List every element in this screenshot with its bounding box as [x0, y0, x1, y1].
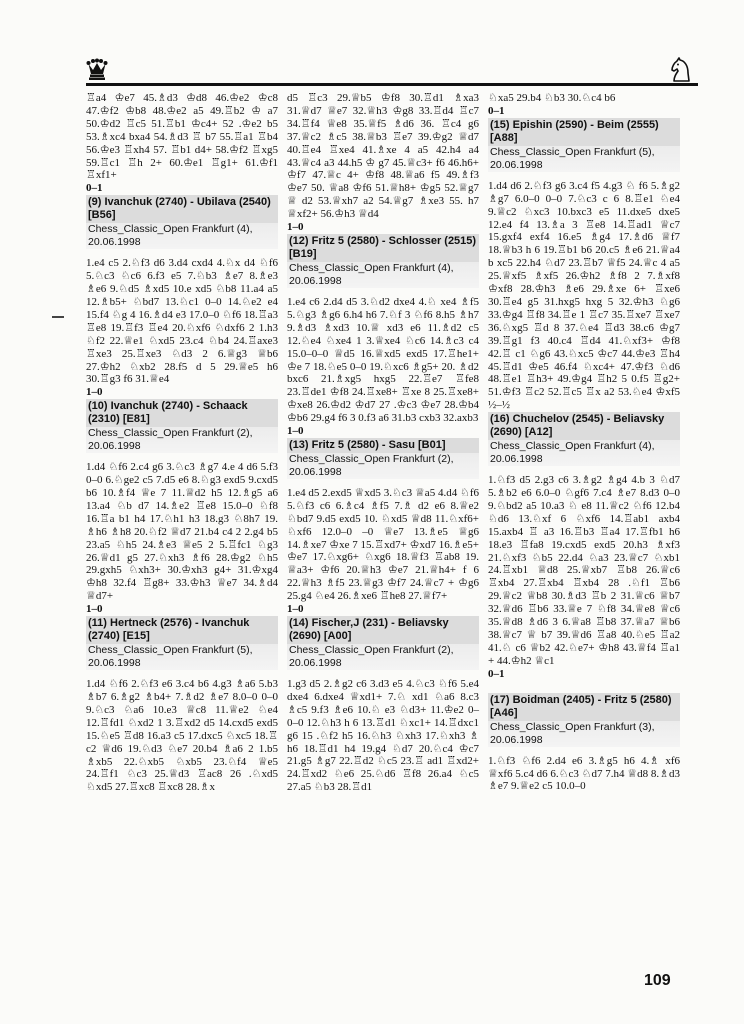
chess-queen-icon [86, 58, 108, 80]
game-moves: 1.g3 d5 2.♗g2 c6 3.d3 e5 4.♘c3 ♘f6 5.e4 dxe4 6.dxe4 ♕xd1+ 7.♘ xd1 ♘a6 8.c3 ♗c5 9.f3 ♗e6 10.♘ e3 ♘d3+ 11.♔e2 0–0–0 12.♘h3 h 6 13.♖d1 ♘xc1+ 14.♖dxc1 g6 15 .♘f2 h5 16.♘h3 ♘xh3 17.♘xh3 ♗ h6 18.♖d1 h4 19.g4 ♘d7 20.♘c4 ♔c7 21.g5 ♗g7 22.♖d2 ♘c5 23.♖ ad1 ♖xd2+ 24.♖xd2 ♘e6 25.♘d6 ♖f8 26.a4 ♘c5 27.a5 ♘b3 28.♖d1 [287, 678, 479, 794]
game-result: 1–0 [287, 603, 304, 616]
game-title: (10) Ivanchuk (2740) - Schaack (2310) [E81] [86, 399, 278, 427]
page-number: 109 [644, 972, 671, 989]
column-2 [287, 92, 479, 794]
game-moves: 1.d4 ♘f6 2.♘f3 e6 3.c4 b6 4.g3 ♗a6 5.b3 ♗b7 6.♗g2 ♗b4+ 7.♗d2 ♗e7 8.0–0 0–0 9.♘c3 ♘a6 10.e3 ♕c8 11.♕e2 ♘e4 12.♖fd1 ♘xd2 1 3.♖xd2 d5 14.cxd5 exd5 15.♘e5 ♖d8 16.a3 c5 17.dxc5 ♘xc5 18.♖ c2 ♕d6 19.♘d3 ♘e7 20.b4 ♗a6 2 1.b5 ♗xb5 22.♘xb5 ♘xb5 23.♘f4 ♕e5 24.♖f1 ♘c3 25.♕d3 ♖ac8 26 .♘xd5 ♘xd5 27.♖xc8 ♖xc8 28.♗x [86, 678, 278, 794]
game-event: Chess_Classic_Open Frankfurt (3), 20.06.1998 [488, 721, 680, 747]
game-title: (16) Chuchelov (2545) - Beliavsky (2690) [A12] [488, 412, 680, 440]
game-title: (9) Ivanchuk (2740) - Ubilava (2540) [B56] [86, 195, 278, 223]
game-moves: 1.d4 d6 2.♘f3 g6 3.c4 f5 4.g3 ♘ f6 5.♗g2 ♗g7 6.0–0 0–0 7.♘c3 c 6 8.♖e1 ♘e4 9.♕c2 ♘xc3 10.bxc3 e5 11.dxe5 dxe5 12.e4 f4 13.♗a 3 ♖e8 14.♖ad1 ♕c7 15.gxf4 exf4 16.e5 ♗g4 17.♗d6 ♕f7 18.♕b3 h 6 19.♖b1 b6 20.c5 ♗e6 21.♕a4 b xc5 22.h4 ♘d7 23.♖b7 ♕f5 24.♕c 4 a5 25.♕xf5 ♗xf5 26.♔h2 ♗f8 2 7.♗xf8 ♔xf8 28.♔h3 ♗e6 29.♗xe 6+ ♖xe6 30.♖e4 g5 31.hxg5 hxg 5 32.♔h3 ♘g6 33.♔g4 ♖f8 34.♖e 1 ♖c7 35.♖xe7 ♖xe7 36.♘xg5 ♖d 8 37.♘e4 ♖d3 38.c6 ♔g7 39.♖g1 f3 40.c4 ♖d4 41.♘xf3+ ♔f8 42.♖ c1 ♘g6 43.♘xc5 ♔c7 44.♔e3 ♖h4 45.♖d1 ♔e5 46.f4 ♘xc4+ 47.♔f3 ♘d6 48.♖e1 ♖h3+ 49.♔g4 ♖h2 5 0.f5 ♖g2+ 51.♔f3 ♖c2 52.♖c5 ♖x a2 53.♘e4 ♔xf5 ½–½ [488, 179, 680, 412]
spacer [488, 681, 680, 693]
game-result: 0–1 [86, 182, 103, 195]
game-moves: 1.d4 ♘f6 2.c4 g6 3.♘c3 ♗g7 4.e 4 d6 5.f3 0–0 6.♘ge2 c5 7.d5 e6 8.♘g3 exd5 9.cxd5 b6 10.♗f4 ♕e 7 11.♕d2 h5 12.♗g5 a6 13.a4 ♘b d7 14.♗e2 ♖e8 15.0–0 ♘f8 16.♖a b1 h4 17.♘h1 h3 18.g3 ♘8h7 19. ♗h6 ♗h8 20.♘f2 ♕d7 21.b4 c4 2 2.g4 b5 23.a5 ♘h5 24.♗e3 ♕e5 2 5.♖fc1 ♘g3 26.♕d1 g5 27.♘xh3 ♗f6 28.♔g2 ♘h5 29.gxh5 ♘xh3+ 30.♔xh3 g4+ 31.♔xg4 ♔h8 32.f4 ♖g8+ 33.♔h3 ♕e7 34.♗d4 ♕d7+ [86, 461, 278, 603]
game-moves: 1.e4 d5 2.exd5 ♕xd5 3.♘c3 ♕a5 4.d4 ♘f6 5.♘f3 c6 6.♗c4 ♗f5 7.♗ d2 e6 8.♕e2 ♘bd7 9.d5 exd5 10. ♘xd5 ♕d8 11.♘xf6+ ♘xf6 12.0–0 –0 ♕e7 13.♗e5 ♕g6 14.♗xe7 ♔xe 7 15.♖xd7+ ♔xd7 16.♗e5+ ♔e7 17.♘xg6+ ♘xg6 18.♕f3 ♖ab8 19. ♕a3+ ♔f6 20.♕h3 ♔e7 21.♕h4+ f 6 22.♕h3 ♗f5 23.♕g3 ♔f7 24.♕c7 + ♔g6 25.g4 ♘e4 26.♗xe6 ♖he8 27.♕f7+ [287, 486, 479, 603]
game-result: 0–1 [488, 667, 505, 680]
game-result: 1–0 [86, 386, 103, 399]
game-moves: 1.e4 c5 2.♘f3 d6 3.d4 cxd4 4.♘x d4 ♘f6 5.♘c3 ♘c6 6.f3 e5 7.♘b3 ♗e7 8.♗e3 ♗e6 9.♘d5 ♗xd5 10.e xd5 ♘b8 11.a4 a5 12.♗b5+ ♘bd7 13.♘c1 0–0 14.♘e2 e4 15.f4 ♘g 4 16.♗d4 e3 17.0–0 ♘f6 18.♖a3 ♖e8 19.♖f3 ♖e4 20.♘xf6 ♘dxf6 2 1.h3 ♘f2 22.♕e1 ♘xd5 23.c4 ♘b4 24.♖axe3 ♖xe3 25.♖xe3 ♘d3 2 6.♕g3 ♕b6 27.♔h2 ♘xb2 28.f5 d 5 29.♕e5 h6 30.♖g3 f6 31.♕e4 [86, 257, 278, 386]
game-moves: d5 ♖c3 29.♕b5 ♔f8 30.♖d1 ♗xa3 31.♕d7 ♕e7 32.♕h3 ♔g8 33.♖d4 ♖c7 34.♖f4 ♕e8 35.♕f5 ♗d6 36. ♖c4 g6 37.♕c2 ♗c5 38.♕b3 ♖e7 39.♔g2 ♕d7 40.♖e4 ♖xe4 41.♗xe 4 a5 42.h4 a4 43.♕c4 a3 44.h5 ♔ g7 45.♕c3+ f6 46.h6+ ♔f7 47.♕c 4+ ♔f8 48.♕a6 f5 49.♗f3 ♔e7 50. ♕a8 ♔f6 51.♕h8+ ♔g5 52.♕g7 ♕ d2 53.♕xh7 a2 54.♕g7 ♗xe3 55. h7 ♕xf2+ 56.♔h3 ♕d4 [287, 92, 479, 221]
game-result: 1–0 [287, 221, 304, 234]
game-moves: 1.e4 c6 2.d4 d5 3.♘d2 dxe4 4.♘ xe4 ♗f5 5.♘g3 ♗g6 6.h4 h6 7.♘f 3 ♘f6 8.h5 ♗h7 9.♗d3 ♗xd3 10.♕ xd3 e6 11.♗d2 c5 12.♘e4 ♘xe4 1 3.♕xe4 ♘c6 14.♗c3 c4 15.0–0–0 ♕d5 16.♕xd5 exd5 17.♖he1+ ♔e 7 18.♘e5 0–0 19.♘xc6 ♗g5+ 20. ♗d2 bxc6 21.♗xg5 hxg5 22.♖e7 ♖fe8 23.♖de1 ♔f8 24.♖xe8+ ♖xe 8 25.♖xe8+ ♔xe8 26.♔d2 ♔d7 27 .♔c3 ♔e7 28.♔b4 ♔b6 29.g4 f6 3 0.f3 a6 31.b3 cxb3 32.axb3 [287, 295, 479, 425]
game-event: Chess_Classic_Open Frankfurt (2), 20.06.1998 [287, 453, 479, 479]
game-moves: ♘xa5 29.b4 ♘b3 30.♘c4 b6 [488, 92, 616, 104]
game-title: (12) Fritz 5 (2580) - Schlosser (2515) [B19] [287, 234, 479, 262]
column-1 [86, 92, 278, 794]
game-title: (11) Hertneck (2576) - Ivanchuk (2740) [E15] [86, 616, 278, 644]
column-3 [488, 92, 680, 793]
game-event: Chess_Classic_Open Frankfurt (4), 20.06.1998 [287, 262, 479, 288]
game-result: 1–0 [287, 425, 304, 438]
chess-knight-icon [669, 57, 693, 83]
game-event: Chess_Classic_Open Frankfurt (4), 20.06.1998 [86, 223, 278, 249]
game-event: Chess_Classic_Open Frankfurt (5), 20.06.1998 [86, 644, 278, 670]
game-event: Chess_Classic_Open Frankfurt (2), 20.06.1998 [86, 427, 278, 453]
game-event: Chess_Classic_Open Frankfurt (4), 20.06.1998 [488, 440, 680, 466]
game-event: Chess_Classic_Open Frankfurt (2), 20.06.1998 [287, 644, 479, 670]
game-title: (13) Fritz 5 (2580) - Sasu [B01] [287, 438, 479, 453]
game-result: 1–0 [86, 603, 103, 616]
game-title: (14) Fischer,J (231) - Beliavsky (2690) [A00] [287, 616, 479, 644]
game-moves: 1.♘f3 ♘f6 2.d4 e6 3.♗g5 h6 4.♗ xf6 ♕xf6 5.c4 d6 6.♘c3 ♘d7 7.h4 ♕d8 8.♗d3 ♗e7 9.♕e2 c5 10.0–0 [488, 754, 680, 793]
game-title: (15) Epishin (2590) - Beim (2555) [A88] [488, 118, 680, 146]
game-moves: ♖a4 ♔e7 45.♗d3 ♔d8 46.♔e2 ♔c8 47.♔f2 ♔b8 48.♔e2 a5 49.♖b2 ♔ a7 50.♔d2 ♖c5 51.♖b1 ♔c4+ 52 .♔e2 b5 53.♗xc4 bxa4 54.♗d3 ♖ b7 55.♖a1 ♖b4 56.♔e3 ♖xh4 57. ♖b1 d4+ 58.♔f2 ♖xg5 59.♖c1 ♖h 2+ 60.♔e1 ♖g1+ 61.♔f1 ♖xf1+ [86, 92, 278, 182]
game-moves: 1.♘f3 d5 2.g3 c6 3.♗g2 ♗g4 4.b 3 ♘d7 5.♗b2 e6 6.0–0 ♘gf6 7.c4 ♗e7 8.d3 0–0 9.♘bd2 a5 10.a3 ♘ e8 11.♕c2 ♘f6 12.b4 ♘d6 13.♘xf 6 ♘xf6 14.♖ab1 axb4 15.axb4 ♖ a3 16.♖b3 ♖a4 17.♖fb1 h6 18.e3 ♖fa8 19.cxd5 exd5 20.h3 ♗xf3 21.♘xf3 ♘b5 22.d4 ♘a3 23.♕c7 ♘xb1 24.♖xb1 ♕d8 25.♕xb7 ♖b8 26.♕c6 ♖xb4 27.♖xb4 ♖xb4 28 .♘f1 ♖b6 29.♕c2 ♕b8 30.♗d3 ♖b 2 31.♕c6 ♕b7 32.♕d6 ♖b6 33.♕e 7 ♘f8 34.♕e8 ♕c6 35.♕d8 ♗d6 3 6.♕a8 ♖b8 37.♕a7 ♕b6 38.♕c7 ♕ b7 39.♕d6 ♖a8 40.♘e5 ♖a2 41.♘ c6 ♕b2 42.♘e7+ ♔h8 43.♕f4 ♖a1 + 44.♔h2 ♕c1 [488, 474, 680, 667]
margin-mark [52, 316, 64, 318]
game-result: 0–1 [488, 104, 505, 117]
game-title: (17) Boidman (2405) - Fritz 5 (2580) [A46] [488, 693, 680, 721]
game-event: Chess_Classic_Open Frankfurt (5), 20.06.1998 [488, 146, 680, 172]
header-rule [86, 83, 698, 86]
